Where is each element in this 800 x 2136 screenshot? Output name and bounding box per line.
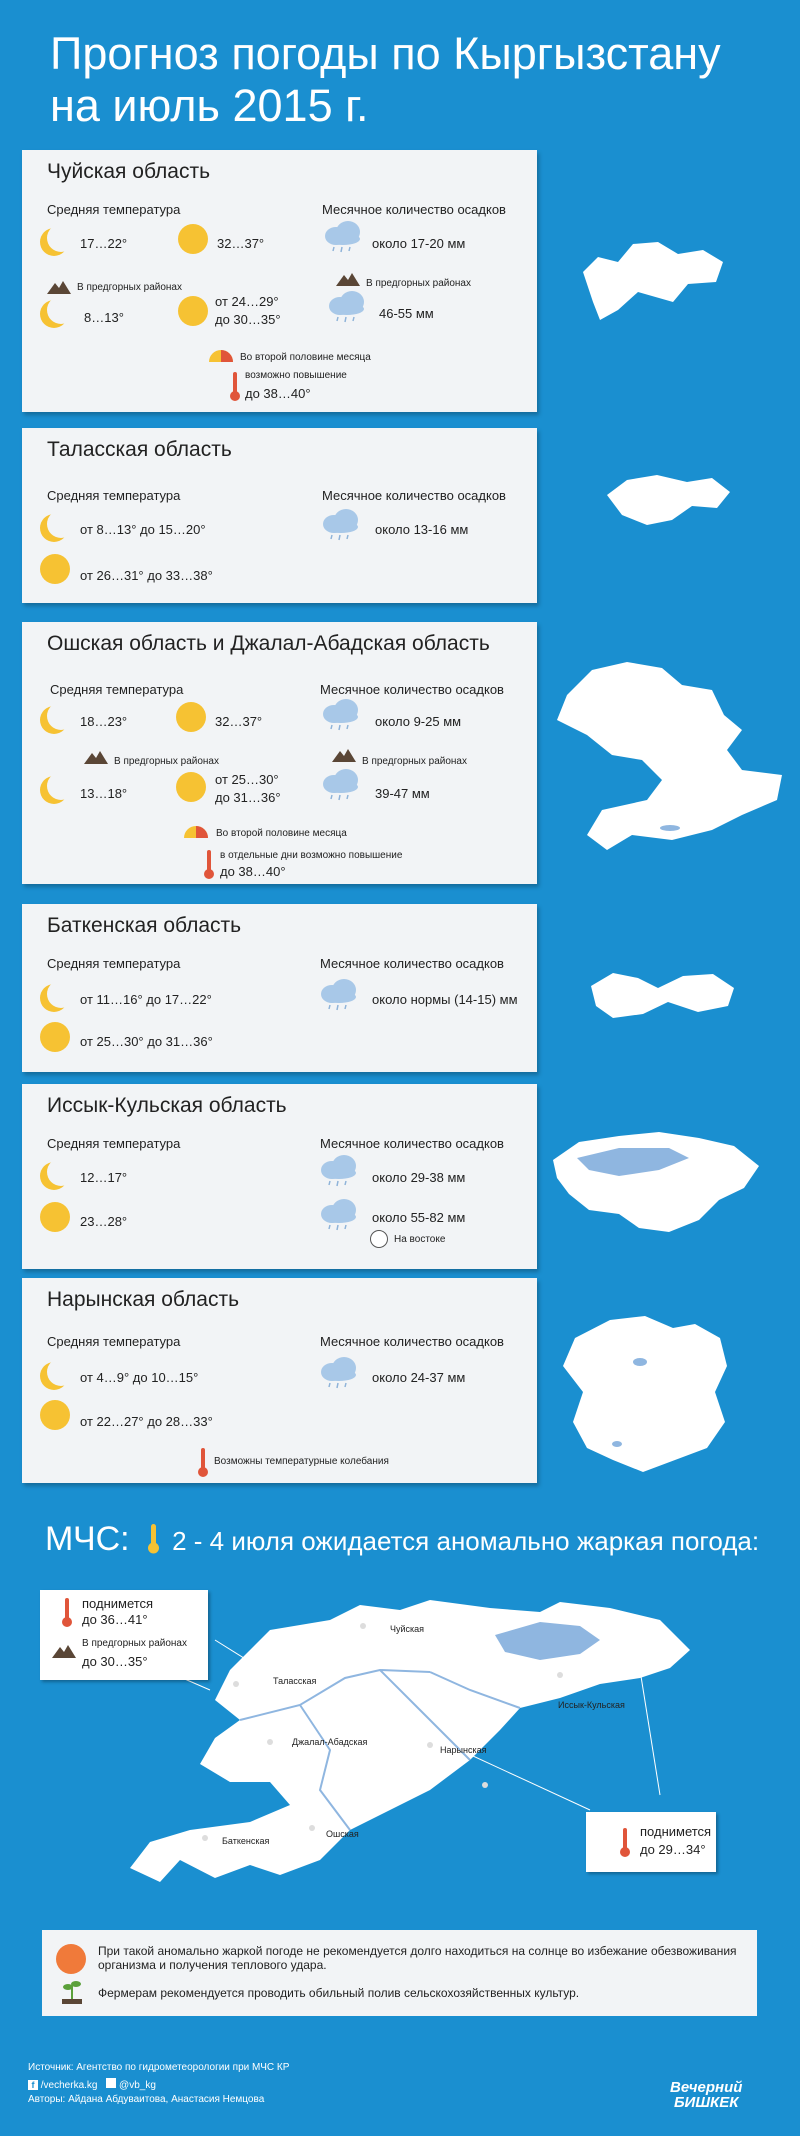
source: Источник: Агентство по гидрометеорологии при МЧС КР xyxy=(28,2062,290,2073)
cloud-rain-icon xyxy=(322,220,364,254)
map-label-batken: Баткенская xyxy=(222,1836,270,1846)
region-title: Чуйская область xyxy=(47,160,211,183)
sun-icon xyxy=(40,554,70,584)
chui-map-shape xyxy=(578,232,728,322)
sun-icon xyxy=(176,702,206,732)
sun-icon xyxy=(40,1202,70,1232)
region-title: Ошская область и Джалал-Абадская область xyxy=(47,632,490,655)
moon-icon xyxy=(47,224,75,252)
card-talas: Таласская область Средняя температура Месячное количество осадков от 8…13° до 15…20° около 13-16 мм от 26…31° до 33…38° xyxy=(22,428,537,603)
precip-label: Месячное количество осадков xyxy=(320,1334,504,1349)
sun-icon xyxy=(176,772,206,802)
mountain-icon xyxy=(47,280,71,294)
osh-jalal-map-shape xyxy=(552,660,784,860)
batken-map-shape xyxy=(588,968,736,1020)
social-links xyxy=(28,2078,156,2091)
sun-icon xyxy=(178,224,208,254)
cloud-rain-icon xyxy=(318,1198,360,1232)
cloud-rain-icon xyxy=(320,508,362,542)
half-sun-icon xyxy=(207,346,235,362)
cloud-rain-icon xyxy=(318,978,360,1012)
map-label-jalal-abad: Джалал-Абадская xyxy=(292,1737,368,1747)
advice-farmers: Фермерам рекомендуется проводить обильный полив сельскохозяйственных культур. xyxy=(98,1986,580,2000)
moon-icon xyxy=(47,702,75,730)
vecherniy-bishkek-logo: Вечерний БИШКЕК xyxy=(670,2079,743,2111)
avg-temp-label: Средняя температура xyxy=(47,1136,181,1151)
cloud-rain-icon xyxy=(320,768,362,802)
avg-temp-label: Средняя температура xyxy=(50,682,184,697)
twitter-link[interactable]: @vb_kg xyxy=(119,2080,156,2091)
moon-icon xyxy=(47,296,75,324)
half-sun-icon xyxy=(182,822,210,838)
card-osh: Ошская область и Джалал-Абадская область Средняя температура Месячное количество осадков 18…23° 32…37° около 9-25 мм В предгорных районах В предгорных районах 13…18° от 25…30° до 31…36° 39-47 мм Во второй половине месяца в отдельные дни возможно повышение до 38…40° xyxy=(22,622,537,884)
moon-icon xyxy=(47,1158,75,1186)
map-label-osh: Ошская xyxy=(326,1829,359,1839)
moon-icon xyxy=(47,772,75,800)
region-title: Иссык-Кульская область xyxy=(47,1094,287,1117)
card-batken: Баткенская область Средняя температура Месячное количество осадков от 11…16° до 17…22° около нормы (14-15) мм от 25…30° до 31…36° xyxy=(22,904,537,1072)
sprout-icon xyxy=(62,1978,82,2004)
cloud-rain-icon xyxy=(320,698,362,732)
map-label-issyk: Иссык-Кульская xyxy=(558,1700,625,1710)
cloud-rain-icon xyxy=(318,1356,360,1390)
precip-label: Месячное количество осадков xyxy=(322,202,506,217)
avg-temp-label: Средняя температура xyxy=(47,202,181,217)
sun-icon xyxy=(40,1022,70,1052)
moon-icon xyxy=(47,1358,75,1386)
sun-icon xyxy=(178,296,208,326)
map-label-talas: Таласская xyxy=(273,1676,317,1686)
mountain-icon xyxy=(84,750,108,764)
thermometer-icon xyxy=(230,372,240,402)
thermometer-icon xyxy=(62,1598,72,1628)
thermometer-icon xyxy=(198,1448,208,1478)
avg-temp-label: Средняя температура xyxy=(47,488,181,503)
region-title: Нарынская область xyxy=(47,1288,240,1311)
mountain-icon xyxy=(336,272,360,286)
moon-icon xyxy=(47,980,75,1008)
issyk-map-shape xyxy=(549,1128,764,1238)
sun-icon xyxy=(56,1944,86,1974)
facebook-link[interactable]: /vecherka.kg xyxy=(40,2080,98,2091)
precip-label: Месячное количество осадков xyxy=(320,956,504,971)
card-chui: Чуйская область Средняя температура Месячное количество осадков 17…22° 32…37° около 17-20 мм В предгорных районах В предгорных районах 8…13° от 24…29° до 30…35° 46-55 мм Во второй половине месяца возможно повышение до 38…40° xyxy=(22,150,537,412)
avg-temp-label: Средняя температура xyxy=(47,956,181,971)
moon-icon xyxy=(47,510,75,538)
naryn-map-shape xyxy=(555,1310,735,1474)
talas-map-shape xyxy=(602,470,732,530)
card-issyk: Иссык-Кульская область Средняя температура Месячное количество осадков 12…17° около 29-38 мм 23…28° около 55-82 мм На востоке xyxy=(22,1084,537,1269)
region-title: Баткенская область xyxy=(47,914,242,937)
thermometer-icon xyxy=(620,1828,630,1858)
compass-icon xyxy=(370,1230,388,1248)
callout-east: поднимется до 29…34° xyxy=(586,1812,716,1872)
card-naryn: Нарынская область Средняя температура Месячное количество осадков от 4…9° до 10…15° около 24-37 мм от 22…27° до 28…33° Возможны температурные колебания xyxy=(22,1278,537,1483)
callout-west: поднимется до 36…41° В предгорных районах до 30…35° xyxy=(40,1590,208,1680)
thermometer-icon xyxy=(147,1524,159,1554)
mountain-icon xyxy=(332,748,356,762)
mountain-icon xyxy=(52,1644,76,1658)
cloud-rain-icon xyxy=(326,290,368,324)
twitter-icon xyxy=(106,2078,116,2088)
map-label-chui: Чуйская xyxy=(390,1624,425,1634)
precip-label: Месячное количество осадков xyxy=(322,488,506,503)
cloud-rain-icon xyxy=(318,1154,360,1188)
map-label-naryn: Нарынская xyxy=(440,1745,487,1755)
advice-box xyxy=(42,1930,757,2016)
region-title: Таласская область xyxy=(47,438,232,461)
facebook-icon: f xyxy=(28,2080,38,2090)
authors: Авторы: Айдана Абдуваитова, Анастасия Немцова xyxy=(28,2094,265,2105)
advice-sun: При такой аномально жаркой погоде не рекомендуется долго находиться на солнце во избежание обезвоживания организма и получения теплового удара. xyxy=(98,1944,737,1972)
thermometer-icon xyxy=(204,850,214,880)
page-title: Прогноз погоды по Кыргызстану на июль 2015 г. xyxy=(50,28,721,131)
mchs-headline: МЧС: 2 - 4 июля ожидается аномально жаркая погода: xyxy=(45,1520,760,1558)
avg-temp-label: Средняя температура xyxy=(47,1334,181,1349)
sun-icon xyxy=(40,1400,70,1430)
precip-label: Месячное количество осадков xyxy=(320,1136,504,1151)
precip-label: Месячное количество осадков xyxy=(320,682,504,697)
